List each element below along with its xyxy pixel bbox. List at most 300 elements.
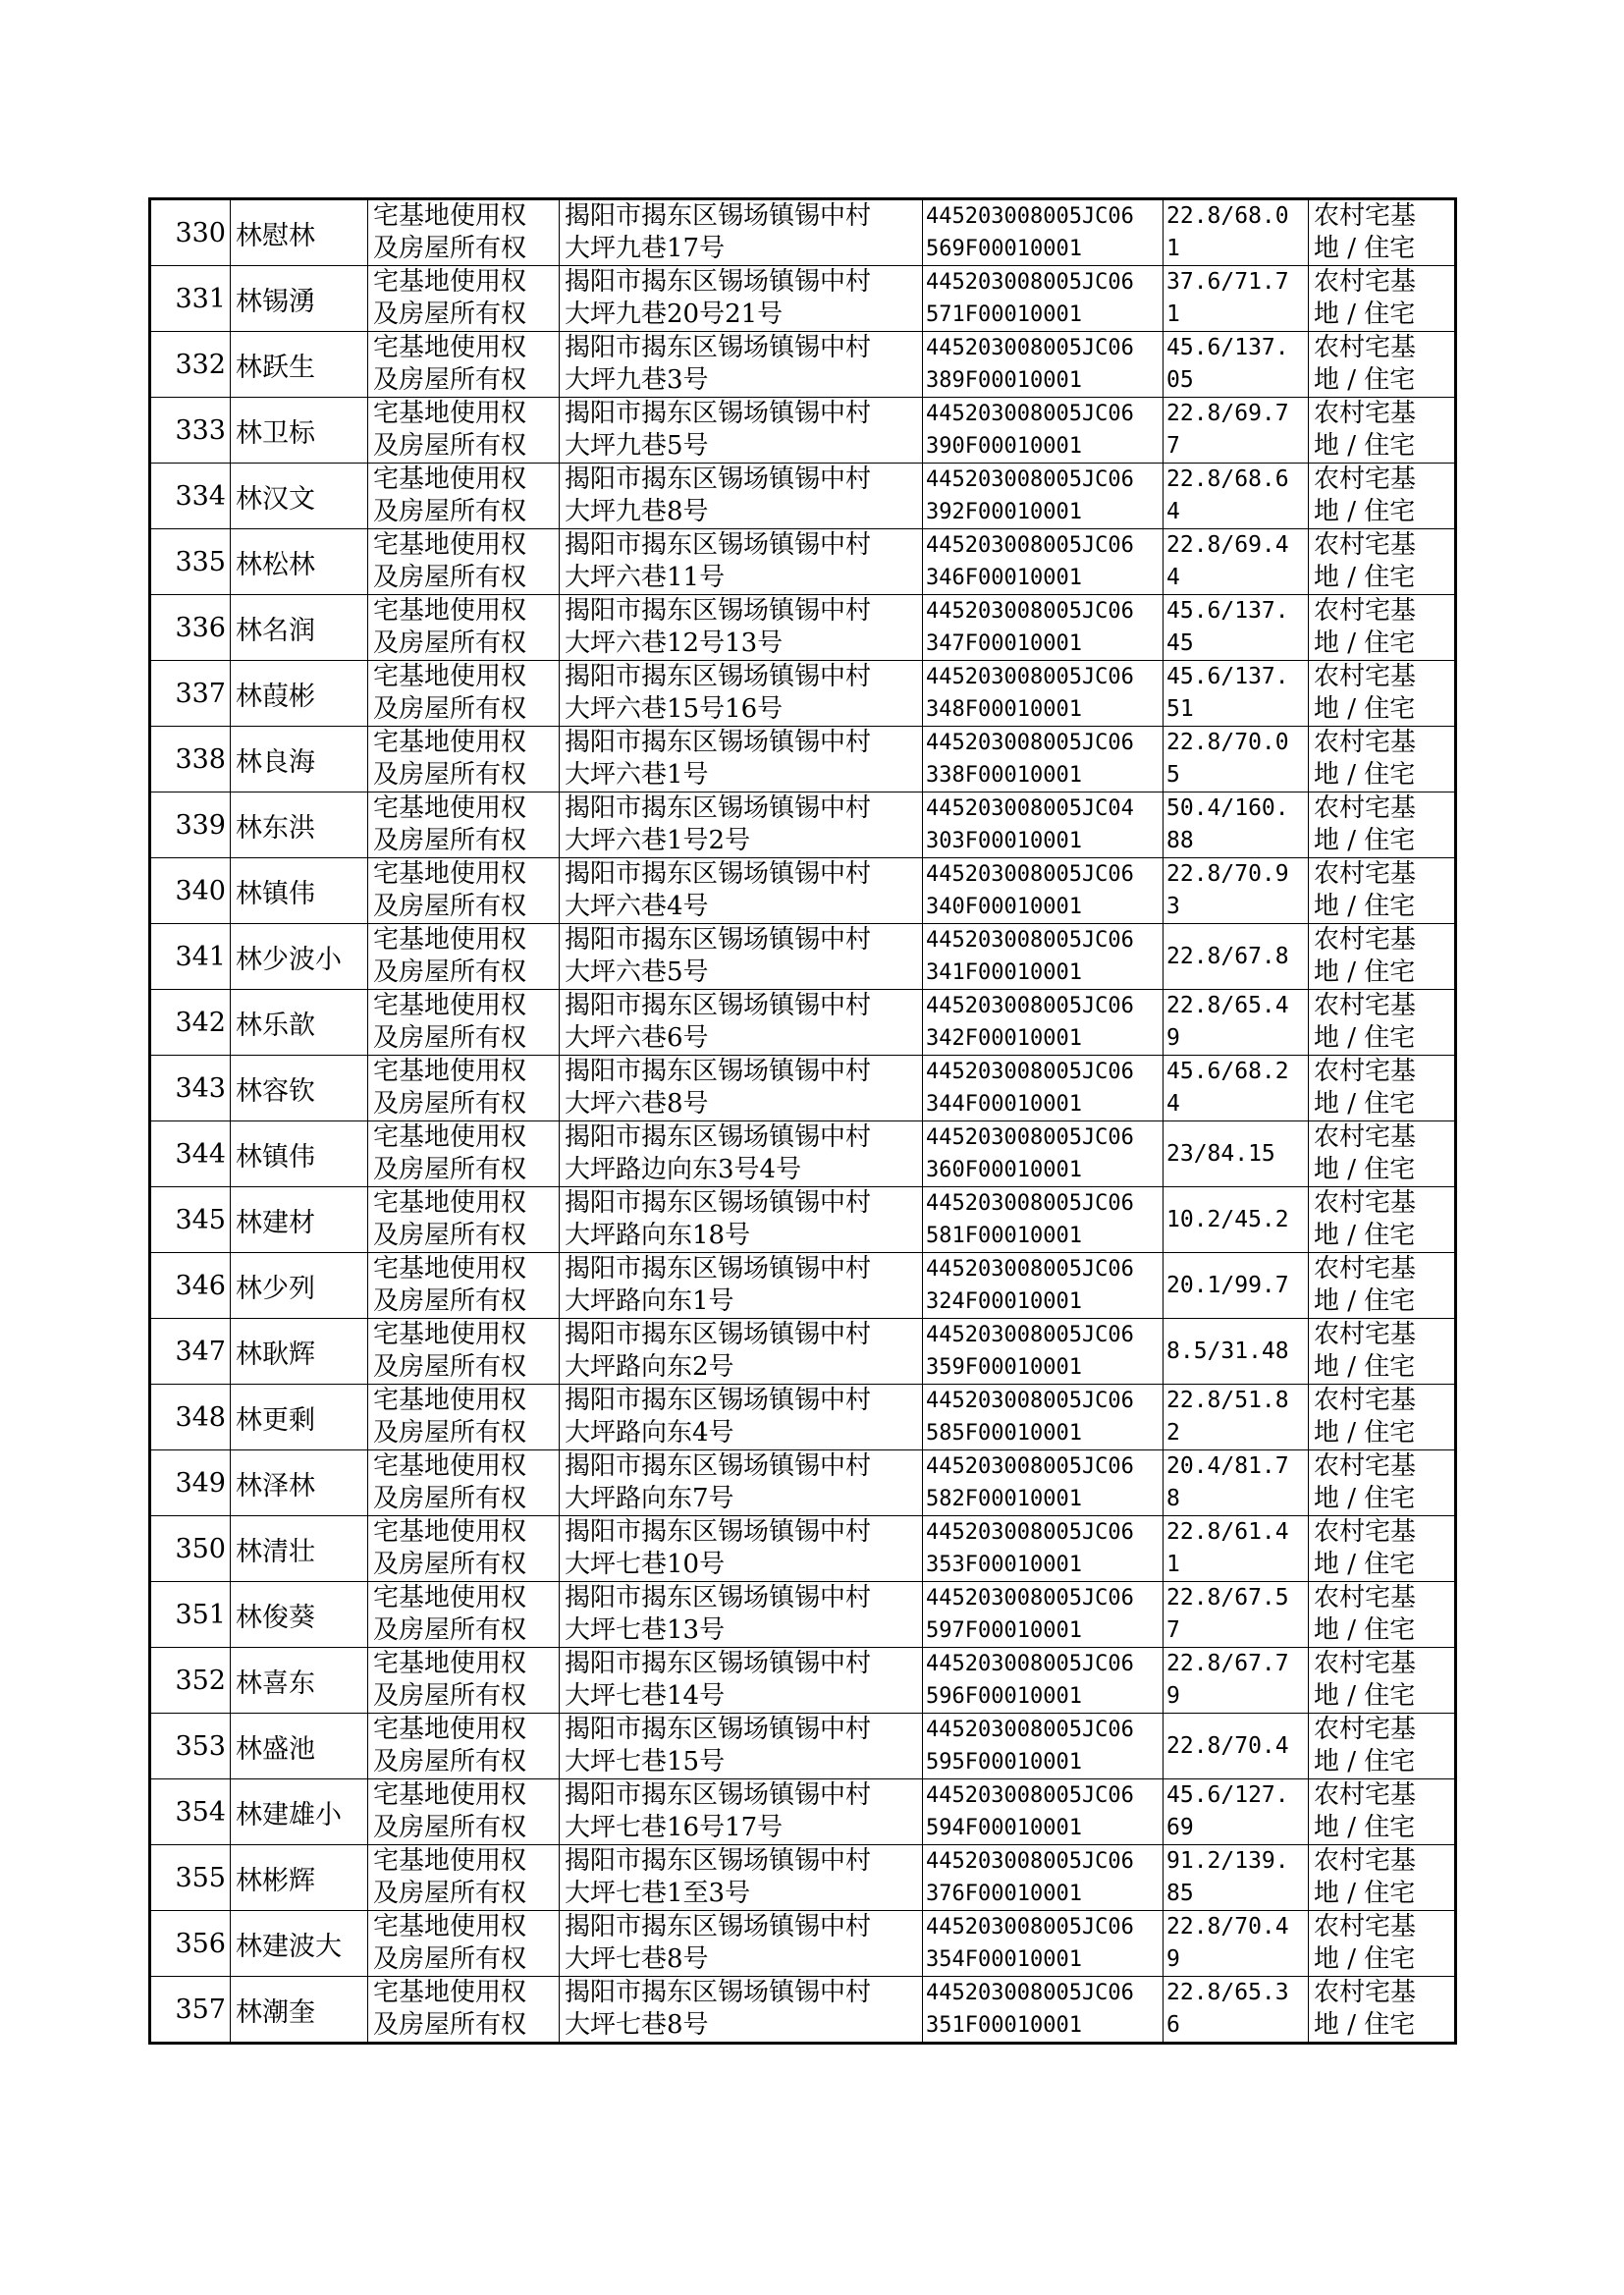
land-use-cell — [1309, 199, 1456, 266]
unit-code-line: 376F00010001 — [926, 1882, 1082, 1906]
address-cell — [560, 199, 923, 266]
owner-name-cell: 林建材 — [231, 1187, 368, 1253]
area-line: 22.8/51.8 — [1166, 1388, 1289, 1413]
address-line: 揭阳市揭东区锡场镇锡中村 — [565, 1912, 872, 1941]
table-row — [150, 1121, 1456, 1187]
address-line: 揭阳市揭东区锡场镇锡中村 — [565, 793, 872, 823]
unit-code-cell — [923, 1187, 1164, 1253]
owner-name-cell: 林喜东 — [231, 1648, 368, 1714]
table-row — [150, 1516, 1456, 1582]
area-line: 22.8/70.9 — [1166, 861, 1289, 887]
right-type-cell — [368, 529, 560, 595]
right-type-line: 及房屋所有权 — [373, 2010, 527, 2040]
land-use-cell — [1309, 1516, 1456, 1582]
area-line: 3 — [1166, 894, 1180, 919]
address-line: 大坪六巷11号 — [565, 563, 726, 592]
right-type-cell — [368, 398, 560, 464]
address-cell — [560, 464, 923, 529]
unit-code-cell — [923, 332, 1164, 398]
row-number-cell: 337 — [150, 661, 231, 727]
right-type-line: 及房屋所有权 — [373, 497, 527, 526]
owner-name-cell: 林慰林 — [231, 199, 368, 266]
table-row — [150, 1714, 1456, 1779]
owner-name-cell: 林盛池 — [231, 1714, 368, 1779]
land-use-cell — [1309, 727, 1456, 792]
unit-code-cell — [923, 1319, 1164, 1385]
row-number-cell: 330 — [150, 199, 231, 266]
right-type-line: 宅基地使用权 — [373, 1386, 527, 1415]
area-line: 05 — [1166, 367, 1194, 393]
land-use-cell — [1309, 1187, 1456, 1253]
unit-code-line: 595F00010001 — [926, 1750, 1082, 1775]
land-use-line: 农村宅基 — [1314, 1122, 1417, 1152]
unit-code-line: 353F00010001 — [926, 1553, 1082, 1577]
address-line: 揭阳市揭东区锡场镇锡中村 — [565, 1583, 872, 1612]
right-type-line: 及房屋所有权 — [373, 563, 527, 592]
row-number-cell: 352 — [150, 1648, 231, 1714]
area-line: 22.8/69.4 — [1166, 532, 1289, 558]
land-use-cell — [1309, 1648, 1456, 1714]
unit-code-line: 445203008005JC06 — [926, 204, 1134, 229]
area-line: 45 — [1166, 630, 1194, 656]
owner-name-cell: 林泽林 — [231, 1450, 368, 1516]
owner-name-cell: 林松林 — [231, 529, 368, 595]
area-line: 10.2/45.2 — [1166, 1206, 1289, 1232]
row-number-cell: 357 — [150, 1977, 231, 2044]
area-line: 45.6/137. — [1166, 598, 1289, 624]
unit-code-cell — [923, 1845, 1164, 1911]
address-line: 大坪路向东18号 — [565, 1221, 751, 1250]
area-cell — [1164, 332, 1309, 398]
address-line: 大坪六巷1号2号 — [565, 826, 751, 855]
unit-code-line: 582F00010001 — [926, 1487, 1082, 1511]
land-use-line: 地 / 住宅 — [1314, 300, 1416, 329]
address-cell — [560, 792, 923, 858]
address-line: 揭阳市揭东区锡场镇锡中村 — [565, 1451, 872, 1481]
row-number-cell: 335 — [150, 529, 231, 595]
address-line: 大坪七巷13号 — [565, 1615, 726, 1645]
right-type-cell — [368, 266, 560, 332]
row-number-cell: 343 — [150, 1056, 231, 1121]
unit-code-line: 344F00010001 — [926, 1092, 1082, 1117]
address-line: 大坪路向东4号 — [565, 1418, 734, 1448]
address-cell — [560, 1714, 923, 1779]
right-type-line: 及房屋所有权 — [373, 1879, 527, 1908]
area-line: 9 — [1166, 1946, 1180, 1972]
right-type-line: 宅基地使用权 — [373, 1846, 527, 1876]
unit-code-line: 445203008005JC06 — [926, 270, 1134, 295]
address-cell — [560, 1911, 923, 1977]
right-type-line: 宅基地使用权 — [373, 728, 527, 757]
address-cell — [560, 924, 923, 990]
area-line: 1 — [1166, 236, 1180, 261]
table-row — [150, 661, 1456, 727]
right-type-cell — [368, 1977, 560, 2044]
address-line: 揭阳市揭东区锡场镇锡中村 — [565, 1649, 872, 1678]
unit-code-cell — [923, 1516, 1164, 1582]
address-cell — [560, 1516, 923, 1582]
address-line: 大坪路向东2号 — [565, 1352, 734, 1382]
row-number-cell: 355 — [150, 1845, 231, 1911]
unit-code-line: 569F00010001 — [926, 237, 1082, 261]
land-use-cell — [1309, 1319, 1456, 1385]
right-type-line: 及房屋所有权 — [373, 957, 527, 987]
table-row — [150, 199, 1456, 266]
address-line: 揭阳市揭东区锡场镇锡中村 — [565, 1320, 872, 1349]
unit-code-line: 581F00010001 — [926, 1224, 1082, 1248]
land-use-cell — [1309, 1056, 1456, 1121]
land-use-line: 农村宅基 — [1314, 1583, 1417, 1612]
land-use-line: 地 / 住宅 — [1314, 694, 1416, 724]
right-type-line: 宅基地使用权 — [373, 1320, 527, 1349]
unit-code-line: 597F00010001 — [926, 1618, 1082, 1643]
unit-code-cell — [923, 199, 1164, 266]
address-line: 揭阳市揭东区锡场镇锡中村 — [565, 399, 872, 428]
table-row — [150, 1845, 1456, 1911]
right-type-cell — [368, 1911, 560, 1977]
area-line: 20.4/81.7 — [1166, 1453, 1289, 1479]
unit-code-cell — [923, 858, 1164, 924]
area-line: 22.8/65.4 — [1166, 993, 1289, 1018]
table-row — [150, 266, 1456, 332]
land-use-line: 地 / 住宅 — [1314, 892, 1416, 921]
address-line: 大坪六巷15号16号 — [565, 694, 784, 724]
area-line: 2 — [1166, 1420, 1180, 1446]
land-use-cell — [1309, 1385, 1456, 1450]
right-type-line: 及房屋所有权 — [373, 1615, 527, 1645]
address-line: 大坪七巷14号 — [565, 1681, 726, 1711]
land-use-line: 地 / 住宅 — [1314, 497, 1416, 526]
area-line: 5 — [1166, 762, 1180, 788]
land-use-line: 农村宅基 — [1314, 464, 1417, 494]
table-row — [150, 990, 1456, 1056]
right-type-line: 及房屋所有权 — [373, 760, 527, 790]
unit-code-line: 445203008005JC06 — [926, 1125, 1134, 1150]
row-number-cell: 332 — [150, 332, 231, 398]
address-cell — [560, 1582, 923, 1648]
address-cell — [560, 1385, 923, 1450]
area-cell — [1164, 1319, 1309, 1385]
right-type-line: 宅基地使用权 — [373, 267, 527, 297]
table-row — [150, 1450, 1456, 1516]
table-row — [150, 1056, 1456, 1121]
area-cell — [1164, 858, 1309, 924]
owner-name-cell: 林锡湧 — [231, 266, 368, 332]
table-row — [150, 1779, 1456, 1845]
row-number-cell: 351 — [150, 1582, 231, 1648]
area-cell — [1164, 199, 1309, 266]
row-number-cell: 356 — [150, 1911, 231, 1977]
row-number-cell: 354 — [150, 1779, 231, 1845]
row-number-cell: 347 — [150, 1319, 231, 1385]
address-line: 大坪路向东1号 — [565, 1286, 734, 1316]
right-type-cell — [368, 924, 560, 990]
unit-code-cell — [923, 1582, 1164, 1648]
land-use-cell — [1309, 661, 1456, 727]
land-use-line: 农村宅基 — [1314, 1188, 1417, 1218]
unit-code-cell — [923, 1911, 1164, 1977]
area-line: 22.8/65.3 — [1166, 1980, 1289, 2005]
right-type-cell — [368, 1779, 560, 1845]
land-use-line: 地 / 住宅 — [1314, 1879, 1416, 1908]
address-line: 大坪六巷1号 — [565, 760, 709, 790]
unit-code-line: 354F00010001 — [926, 1947, 1082, 1972]
land-use-line: 地 / 住宅 — [1314, 1221, 1416, 1250]
unit-code-cell — [923, 1714, 1164, 1779]
unit-code-line: 348F00010001 — [926, 697, 1082, 722]
unit-code-line: 445203008005JC06 — [926, 1586, 1134, 1611]
land-use-cell — [1309, 1911, 1456, 1977]
right-type-line: 及房屋所有权 — [373, 365, 527, 395]
table-row — [150, 464, 1456, 529]
row-number-cell: 338 — [150, 727, 231, 792]
unit-code-cell — [923, 398, 1164, 464]
address-line: 揭阳市揭东区锡场镇锡中村 — [565, 1517, 872, 1547]
owner-name-cell: 林镇伟 — [231, 858, 368, 924]
owner-name-cell: 林更剩 — [231, 1385, 368, 1450]
unit-code-line: 341F00010001 — [926, 960, 1082, 985]
area-line: 50.4/160. — [1166, 795, 1289, 821]
address-line: 揭阳市揭东区锡场镇锡中村 — [565, 267, 872, 297]
unit-code-line: 445203008005JC06 — [926, 599, 1134, 624]
address-cell — [560, 661, 923, 727]
address-cell — [560, 990, 923, 1056]
owner-name-cell: 林乐歆 — [231, 990, 368, 1056]
row-number-cell: 333 — [150, 398, 231, 464]
address-line: 揭阳市揭东区锡场镇锡中村 — [565, 991, 872, 1020]
row-number-cell: 345 — [150, 1187, 231, 1253]
right-type-line: 及房屋所有权 — [373, 1418, 527, 1448]
unit-code-line: 359F00010001 — [926, 1355, 1082, 1380]
table-row — [150, 529, 1456, 595]
land-use-line: 地 / 住宅 — [1314, 2010, 1416, 2040]
right-type-cell — [368, 595, 560, 661]
land-use-line: 农村宅基 — [1314, 596, 1417, 626]
address-line: 大坪九巷20号21号 — [565, 300, 784, 329]
land-use-line: 农村宅基 — [1314, 1320, 1417, 1349]
right-type-line: 及房屋所有权 — [373, 826, 527, 855]
unit-code-line: 390F00010001 — [926, 434, 1082, 459]
right-type-line: 及房屋所有权 — [373, 431, 527, 461]
right-type-cell — [368, 727, 560, 792]
row-number-cell: 350 — [150, 1516, 231, 1582]
area-cell — [1164, 595, 1309, 661]
area-line: 22.8/67.5 — [1166, 1585, 1289, 1611]
table-row — [150, 1911, 1456, 1977]
land-use-line: 农村宅基 — [1314, 925, 1417, 955]
land-use-line: 地 / 住宅 — [1314, 1352, 1416, 1382]
address-cell — [560, 1121, 923, 1187]
right-type-line: 宅基地使用权 — [373, 1912, 527, 1941]
row-number-cell: 349 — [150, 1450, 231, 1516]
area-cell — [1164, 727, 1309, 792]
land-use-line: 地 / 住宅 — [1314, 1089, 1416, 1119]
land-use-cell — [1309, 1779, 1456, 1845]
address-line: 大坪七巷8号 — [565, 2010, 709, 2040]
right-type-line: 宅基地使用权 — [373, 793, 527, 823]
area-cell — [1164, 266, 1309, 332]
unit-code-line: 445203008005JC06 — [926, 1191, 1134, 1216]
area-line: 9 — [1166, 1683, 1180, 1709]
unit-code-line: 445203008005JC06 — [926, 1323, 1134, 1347]
right-type-line: 及房屋所有权 — [373, 1550, 527, 1579]
owner-name-cell: 林汉文 — [231, 464, 368, 529]
unit-code-line: 340F00010001 — [926, 895, 1082, 919]
unit-code-cell — [923, 1121, 1164, 1187]
area-cell — [1164, 1779, 1309, 1845]
address-line: 大坪六巷5号 — [565, 957, 709, 987]
table-row — [150, 1187, 1456, 1253]
right-type-line: 宅基地使用权 — [373, 1649, 527, 1678]
area-line: 22.8/67.7 — [1166, 1651, 1289, 1676]
address-line: 揭阳市揭东区锡场镇锡中村 — [565, 728, 872, 757]
registry-table-body — [150, 199, 1456, 2044]
area-cell — [1164, 1187, 1309, 1253]
row-number-cell: 353 — [150, 1714, 231, 1779]
address-line: 大坪路边向东3号4号 — [565, 1155, 802, 1184]
unit-code-cell — [923, 1779, 1164, 1845]
right-type-line: 及房屋所有权 — [373, 694, 527, 724]
area-cell — [1164, 464, 1309, 529]
unit-code-cell — [923, 1253, 1164, 1319]
owner-name-cell: 林清壮 — [231, 1516, 368, 1582]
table-row — [150, 332, 1456, 398]
area-line: 6 — [1166, 2012, 1180, 2038]
land-use-line: 地 / 住宅 — [1314, 1550, 1416, 1579]
land-use-line: 地 / 住宅 — [1314, 563, 1416, 592]
land-use-cell — [1309, 1714, 1456, 1779]
area-cell — [1164, 1977, 1309, 2044]
owner-name-cell: 林东洪 — [231, 792, 368, 858]
unit-code-cell — [923, 1450, 1164, 1516]
unit-code-line: 392F00010001 — [926, 500, 1082, 524]
right-type-line: 及房屋所有权 — [373, 628, 527, 658]
unit-code-line: 389F00010001 — [926, 368, 1082, 393]
right-type-line: 及房屋所有权 — [373, 1089, 527, 1119]
area-cell — [1164, 1911, 1309, 1977]
area-line: 51 — [1166, 696, 1194, 722]
table-row — [150, 1319, 1456, 1385]
address-line: 大坪七巷15号 — [565, 1747, 726, 1776]
area-cell — [1164, 398, 1309, 464]
area-line: 22.8/61.4 — [1166, 1519, 1289, 1545]
area-line: 1 — [1166, 301, 1180, 327]
land-use-cell — [1309, 1253, 1456, 1319]
land-use-line: 地 / 住宅 — [1314, 1813, 1416, 1842]
address-line: 揭阳市揭东区锡场镇锡中村 — [565, 859, 872, 889]
unit-code-line: 571F00010001 — [926, 302, 1082, 327]
area-cell — [1164, 990, 1309, 1056]
address-line: 揭阳市揭东区锡场镇锡中村 — [565, 530, 872, 560]
address-line: 揭阳市揭东区锡场镇锡中村 — [565, 1978, 872, 2007]
right-type-line: 及房屋所有权 — [373, 1286, 527, 1316]
land-use-line: 地 / 住宅 — [1314, 760, 1416, 790]
area-cell — [1164, 1121, 1309, 1187]
registry-table — [148, 197, 1457, 2045]
unit-code-line: 445203008005JC06 — [926, 402, 1134, 426]
right-type-line: 宅基地使用权 — [373, 464, 527, 494]
right-type-line: 及房屋所有权 — [373, 1747, 527, 1776]
row-number-cell: 339 — [150, 792, 231, 858]
address-line: 揭阳市揭东区锡场镇锡中村 — [565, 1188, 872, 1218]
land-use-line: 农村宅基 — [1314, 201, 1417, 231]
right-type-cell — [368, 1056, 560, 1121]
area-line: 7 — [1166, 1617, 1180, 1643]
owner-name-cell: 林少列 — [231, 1253, 368, 1319]
right-type-line: 宅基地使用权 — [373, 596, 527, 626]
address-line: 大坪七巷1至3号 — [565, 1879, 751, 1908]
land-use-line: 农村宅基 — [1314, 1386, 1417, 1415]
right-type-cell — [368, 1121, 560, 1187]
right-type-cell — [368, 199, 560, 266]
right-type-line: 及房屋所有权 — [373, 1023, 527, 1053]
address-line: 大坪六巷4号 — [565, 892, 709, 921]
unit-code-line: 445203008005JC06 — [926, 467, 1134, 492]
unit-code-line: 342F00010001 — [926, 1026, 1082, 1051]
unit-code-line: 445203008005JC06 — [926, 994, 1134, 1018]
unit-code-line: 445203008005JC06 — [926, 1454, 1134, 1479]
land-use-cell — [1309, 858, 1456, 924]
right-type-line: 宅基地使用权 — [373, 662, 527, 691]
land-use-line: 地 / 住宅 — [1314, 1944, 1416, 1974]
address-line: 揭阳市揭东区锡场镇锡中村 — [565, 1122, 872, 1152]
area-line: 22.8/70.4 — [1166, 1732, 1289, 1759]
land-use-cell — [1309, 464, 1456, 529]
unit-code-line: 445203008005JC06 — [926, 1389, 1134, 1413]
land-use-line: 农村宅基 — [1314, 1517, 1417, 1547]
area-line: 4 — [1166, 1091, 1180, 1117]
land-use-line: 农村宅基 — [1314, 1978, 1417, 2007]
unit-code-line: 596F00010001 — [926, 1684, 1082, 1709]
right-type-line: 及房屋所有权 — [373, 1155, 527, 1184]
right-type-line: 宅基地使用权 — [373, 201, 527, 231]
area-line: 91.2/139. — [1166, 1848, 1289, 1874]
land-use-line: 农村宅基 — [1314, 1912, 1417, 1941]
right-type-cell — [368, 1714, 560, 1779]
unit-code-line: 445203008005JC06 — [926, 1849, 1134, 1874]
land-use-line: 农村宅基 — [1314, 333, 1417, 362]
area-cell — [1164, 1450, 1309, 1516]
address-line: 揭阳市揭东区锡场镇锡中村 — [565, 1057, 872, 1086]
unit-code-line: 360F00010001 — [926, 1158, 1082, 1182]
area-line: 9 — [1166, 1025, 1180, 1051]
area-line: 7 — [1166, 433, 1180, 459]
right-type-line: 及房屋所有权 — [373, 1681, 527, 1711]
area-cell — [1164, 792, 1309, 858]
unit-code-cell — [923, 464, 1164, 529]
unit-code-cell — [923, 727, 1164, 792]
row-number-cell: 341 — [150, 924, 231, 990]
right-type-line: 及房屋所有权 — [373, 1221, 527, 1250]
land-use-line: 农村宅基 — [1314, 1057, 1417, 1086]
address-cell — [560, 1779, 923, 1845]
area-cell — [1164, 1056, 1309, 1121]
owner-name-cell: 林彬辉 — [231, 1845, 368, 1911]
land-use-line: 农村宅基 — [1314, 399, 1417, 428]
right-type-line: 宅基地使用权 — [373, 1583, 527, 1612]
right-type-line: 宅基地使用权 — [373, 333, 527, 362]
right-type-cell — [368, 1648, 560, 1714]
unit-code-line: 338F00010001 — [926, 763, 1082, 788]
right-type-line: 宅基地使用权 — [373, 1188, 527, 1218]
right-type-cell — [368, 661, 560, 727]
address-cell — [560, 1977, 923, 2044]
address-line: 大坪六巷6号 — [565, 1023, 709, 1053]
unit-code-cell — [923, 529, 1164, 595]
right-type-line: 宅基地使用权 — [373, 399, 527, 428]
address-cell — [560, 1845, 923, 1911]
land-use-line: 地 / 住宅 — [1314, 1747, 1416, 1776]
